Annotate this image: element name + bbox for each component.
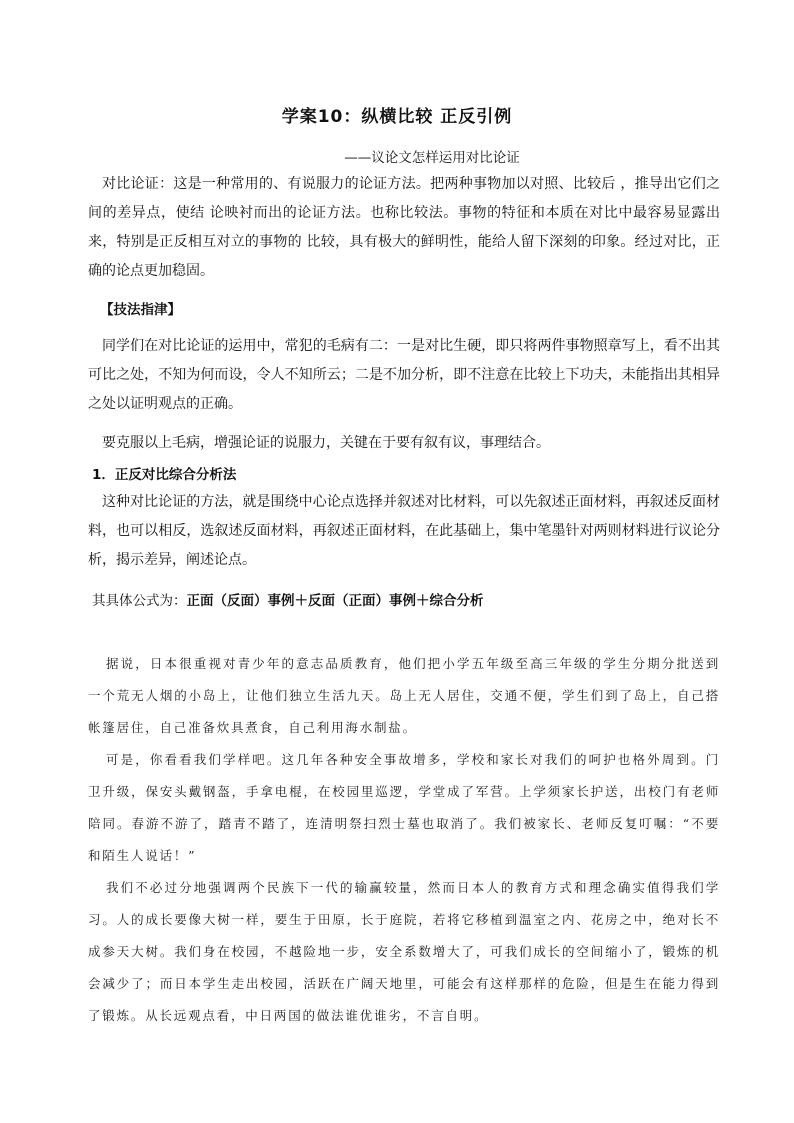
formula-body: 正面（反面）事例＋反面（正面）事例＋综合分析 xyxy=(186,593,484,609)
tips-paragraph-1: 同学们在对比论证的运用中，常犯的毛病有二：一是对比生硬，即只将两件事物照章写上，看不出其可比之处，不知为何而设，令人不知所云；二是不加分析，即不注意在比较上下功夫，未能指出其相异之处以证明观点的正确。 xyxy=(88,338,720,412)
method-paragraph: 这种对比论证的方法，就是围绕中心论点选择并叙述对比材料，可以先叙述正面材料，再叙述反面材料，也可以相反，选叙述反面材料，再叙述正面材料，在此基础上，集中笔墨针对两则材料进行议论分析，揭示差异，阐述论点。 xyxy=(88,494,720,568)
tips-heading: 【技法指津】 xyxy=(100,302,181,318)
document-title: 学案10：纵横比较 正反引例 xyxy=(281,107,513,127)
document-subtitle: ——议论文怎样运用对比论证 xyxy=(344,150,520,166)
example-paragraph-3: 我们不必过分地强调两个民族下一代的输赢较量，然而日本人的教育方式和理念确实值得我们学习。人的成长要像大树一样，要生于田原，长于庭院，若将它移植到温室之内、花房之中，绝对长不成参天大树。我们身在校园，不越险地一步，安全系数增大了，可我们成长的空间缩小了，锻炼的机会减少了；而日本学生走出校园，活跃在广阔天地里，可能会有这样那样的危险，但是生在能力得到了锻炼。从长远观点看，中日两国的做法谁优谁劣，不言自明。 xyxy=(88,880,720,1023)
formula-label: 其具体公式为： xyxy=(92,593,187,609)
formula-line xyxy=(92,589,484,609)
tips-paragraph-2: 要克服以上毛病，增强论证的说服力，关键在于要有叙有议，事理结合。 xyxy=(102,435,550,451)
example-paragraph-2: 可是，你看看我们学样吧。这几年各种安全事故增多，学校和家长对我们的呵护也格外周到。门卫升级，保安头戴钢盔，手拿电棍，在校园里巡逻，学堂成了军营。上学须家长护送，出校门有老师陪同。春游不游了，踏青不踏了，连清明祭扫烈士墓也取消了。我们被家长、老师反复叮嘱：“不要和陌生人说话！” xyxy=(88,752,720,863)
example-paragraph-1: 据说，日本很重视对青少年的意志品质教育，他们把小学五年级至高三年级的学生分期分批送到一个荒无人烟的小岛上，让他们独立生活九天。岛上无人居住，交通不便，学生们到了岛上，自己搭帐篷居住，自己准备炊具煮食，自己利用海水制盐。 xyxy=(88,656,720,735)
intro-paragraph: 对比论证：这是一种常用的、有说服力的论证方法。把两种事物加以对照、比较后 ，推导出它们之间的差异点，使结 论映衬而出的论证方法。也称比较法。事物的特征和本质在对比中最容易显露出来，特别是正反相互对立的事物的 比较，具有极大的鲜明性，能给人留下深刻的印象。经过对比，正确的论点更加稳固。 xyxy=(88,176,720,279)
method-heading: 1．正反对比综合分析法 xyxy=(92,467,237,483)
